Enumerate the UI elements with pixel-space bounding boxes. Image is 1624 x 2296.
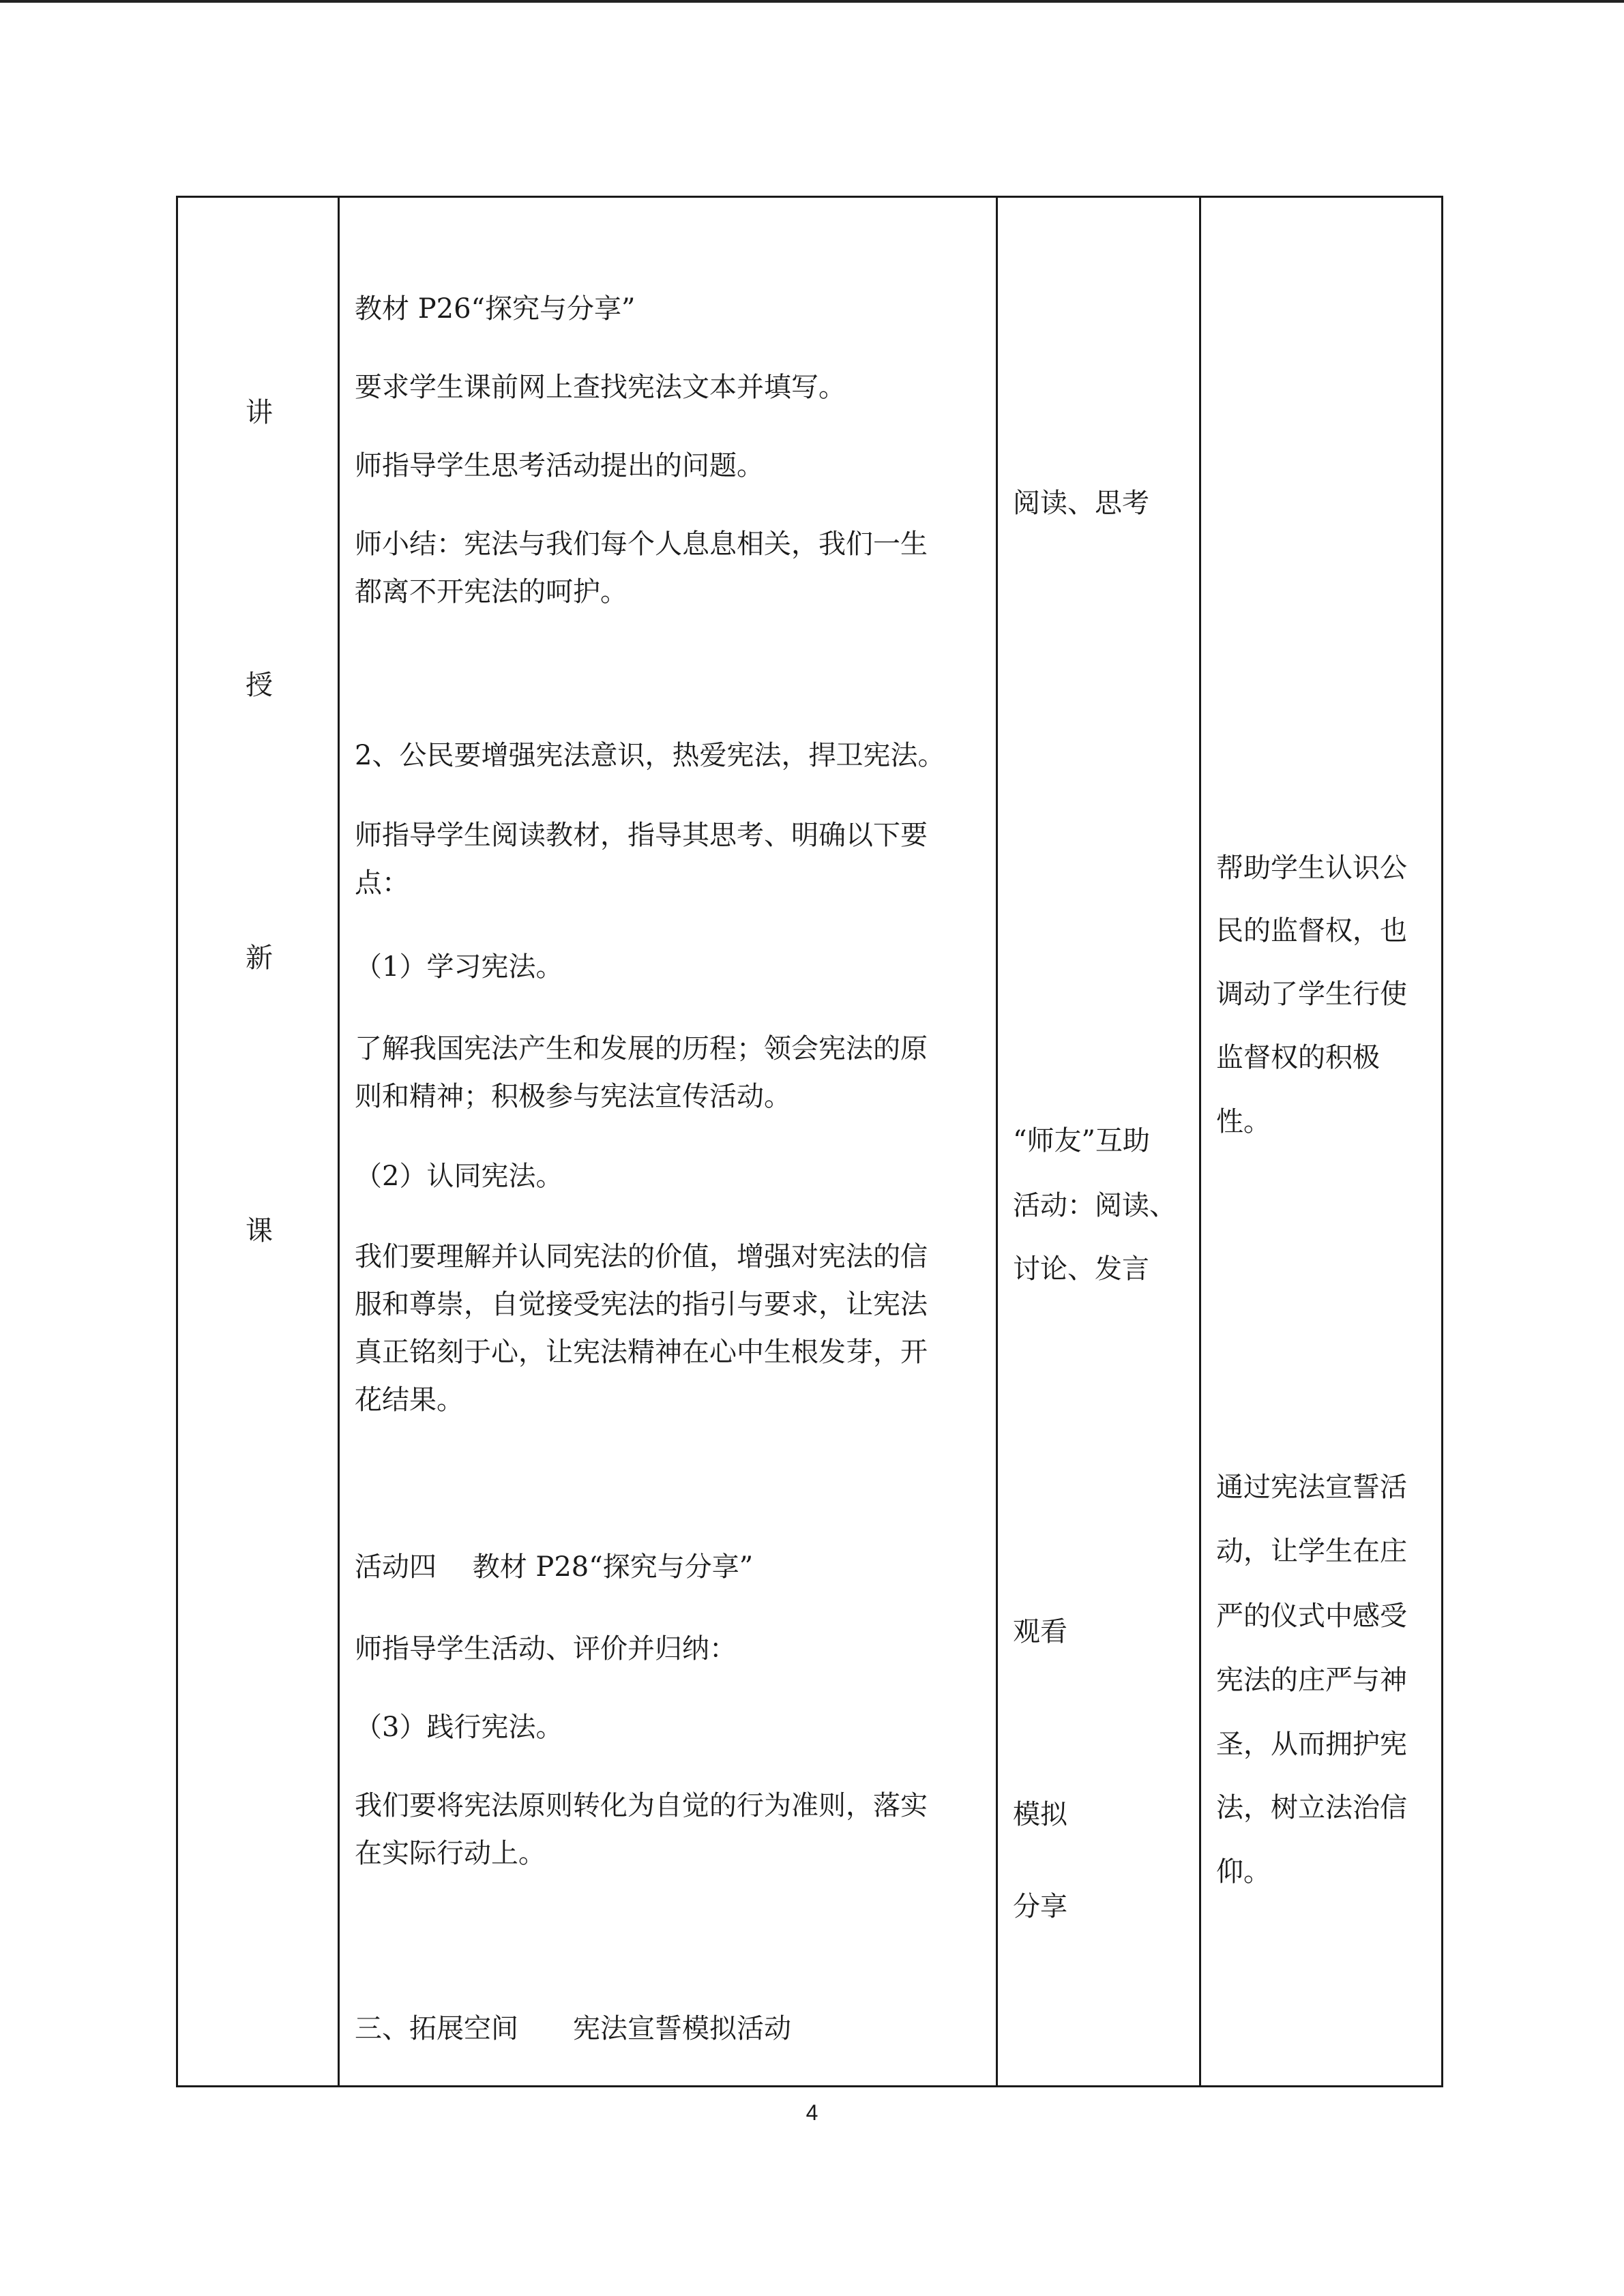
teacher-activity-line: 2、公民要增强宪法意识，热爱宪法，捍卫宪法。 [355,740,945,771]
student-activity-line: 观看 [1013,1616,1067,1648]
teacher-activity-line: （3）践行宪法。 [355,1712,563,1743]
student-activity-line: “师友”互助 [1013,1125,1150,1157]
teacher-activity-line: 我们要将宪法原则转化为自觉的行为准则，落实 [355,1790,928,1821]
design-intent-line: 法，树立法治信 [1216,1792,1407,1823]
teacher-activity-line: 师指导学生阅读教材，指导其思考、明确以下要 [355,820,928,851]
column-divider [996,196,998,2087]
section-title-char: 课 [246,1215,273,1247]
teacher-activity-line: 花结果。 [355,1384,464,1416]
teacher-activity-line: （2）认同宪法。 [355,1161,563,1192]
design-intent-line: 民的监督权，也 [1216,915,1407,946]
design-intent-line: 动，让学生在庄 [1216,1536,1407,1567]
student-activity-line: 阅读、思考 [1013,488,1149,519]
page-number: 4 [806,2100,818,2125]
design-intent-line: 通过宪法宣誓活 [1216,1472,1407,1503]
student-activity-line: 活动：阅读、 [1013,1190,1177,1221]
teacher-activity-line: 则和精神；积极参与宪法宣传活动。 [355,1081,791,1112]
student-activity-line: 讨论、发言 [1013,1253,1149,1285]
top-border-line [0,0,1624,3]
teacher-activity-line: 点： [355,867,409,899]
teacher-activity-line: 在实际行动上。 [355,1838,546,1869]
teacher-activity-line: 要求学生课前网上查找宪法文本并填写。 [355,372,846,403]
design-intent-line: 宪法的庄严与神 [1216,1665,1407,1696]
teacher-activity-line: 教材 P26“探究与分享” [355,293,636,325]
design-intent-line: 调动了学生行使 [1216,979,1407,1010]
teacher-activity-line: 了解我国宪法产生和发展的历程；领会宪法的原 [355,1033,928,1064]
design-intent-line: 严的仪式中感受 [1216,1600,1407,1632]
teacher-activity-line: 真正铭刻于心，让宪法精神在心中生根发芽，开 [355,1337,928,1368]
design-intent-line: 帮助学生认识公 [1216,852,1407,884]
section-title-char: 授 [246,670,273,701]
teacher-activity-line: 师指导学生思考活动提出的问题。 [355,450,764,481]
design-intent-line: 仰。 [1216,1856,1271,1888]
teacher-activity-line: 师小结：宪法与我们每个人息息相关，我们一生 [355,528,928,560]
design-intent-line: 圣，从而拥护宪 [1216,1729,1407,1760]
teacher-activity-line: 都离不开宪法的呵护。 [355,576,628,608]
design-intent-line: 性。 [1216,1106,1271,1137]
section-title-char: 新 [246,942,273,974]
teacher-activity-line: 三、拓展空间 宪法宣誓模拟活动 [355,2013,791,2044]
teacher-activity-line: 我们要理解并认同宪法的价值，增强对宪法的信 [355,1241,928,1272]
student-activity-line: 分享 [1013,1891,1067,1922]
column-divider [338,196,340,2087]
section-title-char: 讲 [246,397,273,428]
student-activity-line: 模拟 [1013,1799,1067,1830]
design-intent-line: 监督权的积极 [1216,1042,1380,1073]
teacher-activity-line: （1）学习宪法。 [355,951,563,983]
teacher-activity-line: 服和尊崇，自觉接受宪法的指引与要求，让宪法 [355,1289,928,1320]
column-divider [1199,196,1201,2087]
teacher-activity-line: 活动四 教材 P28“探究与分享” [355,1551,754,1583]
teacher-activity-line: 师指导学生活动、评价并归纳： [355,1633,737,1665]
